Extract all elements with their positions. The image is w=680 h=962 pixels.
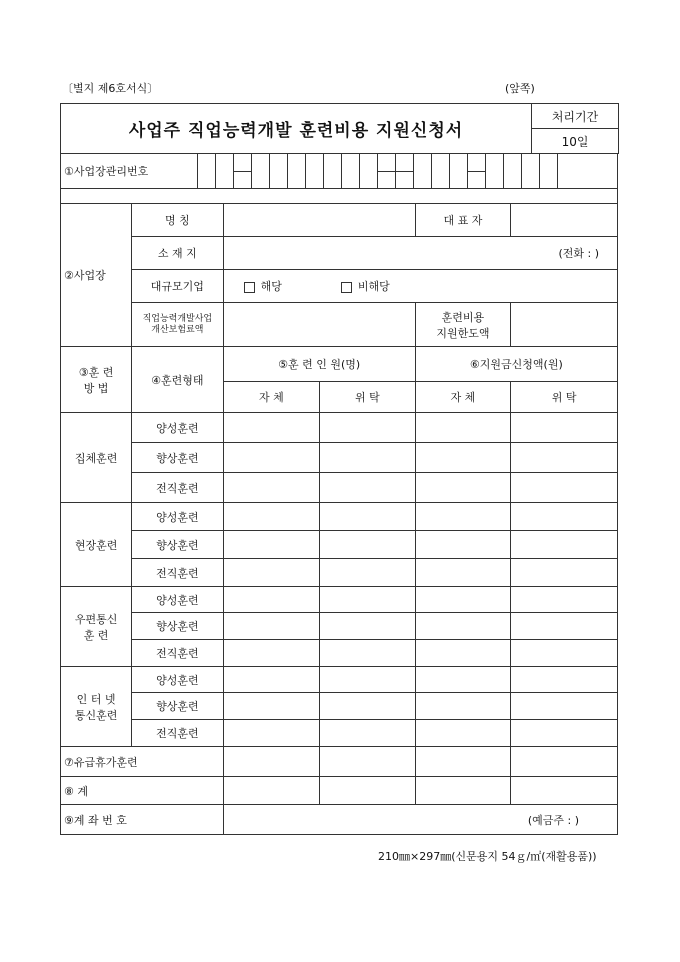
training-type: 양성훈련 bbox=[132, 587, 223, 613]
cell[interactable] bbox=[511, 473, 618, 503]
training-type: 전직훈련 bbox=[132, 559, 223, 587]
spacer-row bbox=[61, 189, 618, 204]
paid-leave-training-label: ⑦유급휴가훈련 bbox=[61, 747, 224, 777]
cell[interactable] bbox=[223, 777, 320, 805]
address-field[interactable] bbox=[223, 237, 617, 270]
cell[interactable] bbox=[511, 587, 618, 613]
cell[interactable] bbox=[320, 413, 416, 443]
cell[interactable] bbox=[223, 559, 320, 587]
amount-consign-header: 위 탁 bbox=[511, 382, 618, 413]
cell[interactable] bbox=[223, 503, 320, 531]
digit-box[interactable] bbox=[432, 154, 450, 189]
cell[interactable] bbox=[223, 473, 320, 503]
cell[interactable] bbox=[320, 777, 416, 805]
cell[interactable] bbox=[511, 613, 618, 640]
address-label: 소 재 지 bbox=[132, 237, 223, 270]
account-number-label: ⑨계 좌 번 호 bbox=[61, 805, 224, 835]
digit-box[interactable] bbox=[414, 154, 432, 189]
digit-box[interactable] bbox=[216, 154, 234, 189]
cell[interactable] bbox=[415, 443, 511, 473]
account-holder-label: (예금주 : ) bbox=[527, 813, 579, 827]
training-method-label-line2: 방 법 bbox=[83, 381, 109, 395]
digit-box[interactable] bbox=[270, 154, 288, 189]
group-label-line1: 인 터 넷 bbox=[76, 692, 116, 706]
separator-box bbox=[468, 154, 486, 189]
digit-box[interactable] bbox=[360, 154, 378, 189]
cell[interactable] bbox=[223, 531, 320, 559]
cell[interactable] bbox=[511, 503, 618, 531]
group-label bbox=[61, 587, 132, 667]
digit-box[interactable] bbox=[558, 154, 618, 189]
large-company-label: 대규모기업 bbox=[132, 270, 223, 303]
cell[interactable] bbox=[320, 640, 416, 667]
paper-spec: 210㎜×297㎜(신문용지 54ｇ/㎡(재활용품)) bbox=[378, 850, 597, 863]
group-label bbox=[61, 413, 132, 503]
trainees-consign-header: 위 탁 bbox=[320, 382, 416, 413]
training-type: 전직훈련 bbox=[132, 720, 223, 747]
support-limit-label bbox=[415, 303, 511, 347]
cell[interactable] bbox=[320, 443, 416, 473]
cell[interactable] bbox=[511, 720, 618, 747]
title-block bbox=[60, 103, 619, 154]
cell[interactable] bbox=[223, 613, 320, 640]
cell[interactable] bbox=[320, 613, 416, 640]
cell[interactable] bbox=[415, 720, 511, 747]
training-method-label bbox=[61, 347, 132, 413]
separator-box bbox=[378, 154, 396, 189]
applicable-label: 해당 bbox=[260, 280, 282, 293]
representative-field[interactable] bbox=[511, 204, 618, 237]
name-field[interactable] bbox=[223, 204, 415, 237]
amount-header: ⑥지원금신청액(원) bbox=[415, 347, 617, 382]
applicable-checkbox[interactable] bbox=[244, 282, 255, 293]
training-type: 전직훈련 bbox=[132, 473, 223, 503]
cell[interactable] bbox=[511, 777, 618, 805]
digit-box[interactable] bbox=[198, 154, 216, 189]
cell[interactable] bbox=[320, 531, 416, 559]
cell[interactable] bbox=[415, 667, 511, 693]
training-type: 양성훈련 bbox=[132, 503, 223, 531]
support-limit-label-line2: 지원한도액 bbox=[436, 326, 490, 340]
cell[interactable] bbox=[223, 640, 320, 667]
insurance-premium-label bbox=[132, 303, 223, 347]
group-label bbox=[61, 667, 132, 747]
cell[interactable] bbox=[415, 413, 511, 443]
cell[interactable] bbox=[223, 587, 320, 613]
business-id-row bbox=[60, 153, 618, 189]
cell[interactable] bbox=[511, 559, 618, 587]
cell[interactable] bbox=[511, 443, 618, 473]
cell[interactable] bbox=[415, 747, 511, 777]
group-label-line1: 우편통신 bbox=[74, 612, 118, 626]
cell[interactable] bbox=[223, 693, 320, 720]
representative-label: 대 표 자 bbox=[415, 204, 511, 237]
training-type: 향상훈련 bbox=[132, 531, 223, 559]
separator-box bbox=[396, 154, 414, 189]
business-id-label: ①사업장관리번호 bbox=[61, 154, 198, 189]
digit-box[interactable] bbox=[252, 154, 270, 189]
cell[interactable] bbox=[511, 747, 618, 777]
digit-box[interactable] bbox=[288, 154, 306, 189]
cell[interactable] bbox=[415, 693, 511, 720]
cell[interactable] bbox=[511, 640, 618, 667]
support-limit-label-line1: 훈련비용 bbox=[441, 310, 485, 324]
training-type: 양성훈련 bbox=[132, 413, 223, 443]
group-label-line2: 통신훈련 bbox=[74, 708, 118, 722]
form-title: 사업주 직업능력개발 훈련비용 지원신청서 bbox=[61, 104, 532, 154]
training-method-label-line1: ③훈 련 bbox=[78, 365, 114, 379]
cell[interactable] bbox=[415, 473, 511, 503]
digit-box[interactable] bbox=[522, 154, 540, 189]
insurance-premium-label-line2: 개산보험료액 bbox=[151, 324, 204, 335]
trainees-self-header: 자 체 bbox=[223, 382, 320, 413]
training-type-label: ④훈련형태 bbox=[132, 347, 223, 413]
cell[interactable] bbox=[415, 587, 511, 613]
cell[interactable] bbox=[511, 531, 618, 559]
cell[interactable] bbox=[511, 667, 618, 693]
support-limit-field[interactable] bbox=[511, 303, 618, 347]
large-company-options bbox=[223, 270, 617, 303]
workplace-section-label: ②사업장 bbox=[61, 204, 132, 347]
not-applicable-checkbox[interactable] bbox=[341, 282, 352, 293]
processing-period-value: 10일 bbox=[532, 129, 619, 154]
cell[interactable] bbox=[320, 667, 416, 693]
cell[interactable] bbox=[415, 559, 511, 587]
total-label: ⑧ 계 bbox=[61, 777, 224, 805]
cell[interactable] bbox=[415, 503, 511, 531]
cell[interactable] bbox=[415, 613, 511, 640]
form-number: 〔별지 제6호서식〕 bbox=[62, 82, 159, 95]
separator-box bbox=[234, 154, 252, 189]
insurance-premium-field[interactable] bbox=[223, 303, 415, 347]
cell[interactable] bbox=[223, 747, 320, 777]
digit-box[interactable] bbox=[540, 154, 558, 189]
not-applicable-label: 비해당 bbox=[357, 280, 390, 293]
training-type: 전직훈련 bbox=[132, 640, 223, 667]
application-form bbox=[60, 103, 618, 835]
amount-self-header: 자 체 bbox=[415, 382, 511, 413]
name-label: 명 칭 bbox=[132, 204, 223, 237]
cell[interactable] bbox=[320, 559, 416, 587]
digit-box[interactable] bbox=[324, 154, 342, 189]
phone-label: (전화 : ) bbox=[558, 247, 599, 260]
training-type: 향상훈련 bbox=[132, 443, 223, 473]
cell[interactable] bbox=[415, 531, 511, 559]
main-table bbox=[60, 188, 618, 835]
cell[interactable] bbox=[511, 693, 618, 720]
digit-box[interactable] bbox=[486, 154, 504, 189]
trainees-header: ⑤훈 련 인 원(명) bbox=[223, 347, 415, 382]
cell[interactable] bbox=[320, 473, 416, 503]
training-type: 향상훈련 bbox=[132, 613, 223, 640]
cell[interactable] bbox=[320, 503, 416, 531]
cell[interactable] bbox=[223, 443, 320, 473]
account-number-field[interactable] bbox=[223, 805, 617, 835]
training-type: 향상훈련 bbox=[132, 693, 223, 720]
cell[interactable] bbox=[320, 747, 416, 777]
cell[interactable] bbox=[320, 720, 416, 747]
cell[interactable] bbox=[223, 720, 320, 747]
group-label bbox=[61, 503, 132, 587]
processing-period-label: 처리기간 bbox=[532, 104, 619, 129]
cell[interactable] bbox=[511, 413, 618, 443]
digit-box[interactable] bbox=[342, 154, 360, 189]
digit-box[interactable] bbox=[306, 154, 324, 189]
cell[interactable] bbox=[320, 587, 416, 613]
cell[interactable] bbox=[223, 667, 320, 693]
insurance-premium-label-line1: 직업능력개발사업 bbox=[142, 313, 213, 324]
page-side-label: (앞쪽) bbox=[505, 82, 535, 95]
cell[interactable] bbox=[320, 693, 416, 720]
cell[interactable] bbox=[415, 640, 511, 667]
group-label-line1: 집체훈련 bbox=[74, 451, 118, 465]
digit-box[interactable] bbox=[504, 154, 522, 189]
cell[interactable] bbox=[415, 777, 511, 805]
digit-box[interactable] bbox=[450, 154, 468, 189]
group-label-line1: 현장훈련 bbox=[74, 538, 118, 552]
group-label-line2: 훈 련 bbox=[83, 628, 109, 642]
training-type: 양성훈련 bbox=[132, 667, 223, 693]
cell[interactable] bbox=[223, 413, 320, 443]
